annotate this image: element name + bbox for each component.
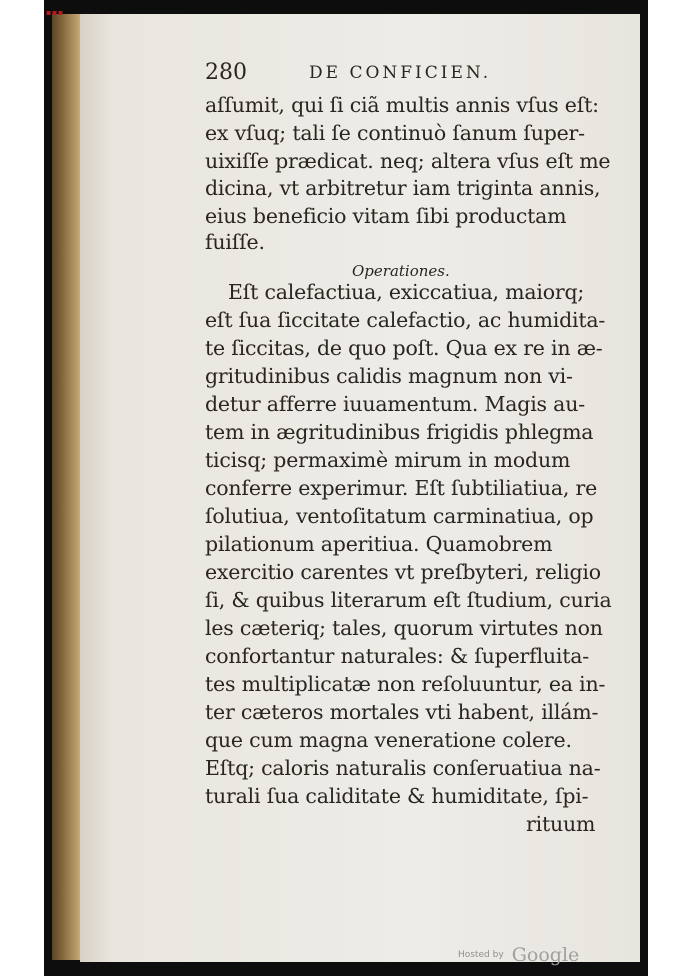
text-line: Eſtq; caloris naturalis conſeruatiua na-	[205, 756, 601, 780]
text-line: les cæteriq; tales, quorum virtutes non	[205, 616, 603, 640]
text-line: turali ſua caliditate & humiditate, ſpi-	[205, 784, 589, 808]
text-line: que cum magna veneratione colere.	[205, 728, 572, 752]
text-line: exercitio carentes vt preſbyteri, religio	[205, 560, 601, 584]
text-line: Eſt calefactiua, exiccatiua, maiorq;	[228, 280, 585, 304]
text-line: ticisq; permaximè mirum in modum	[205, 448, 571, 472]
catchword: rituum	[526, 812, 596, 836]
text-line: confortantur naturales: & ſuperfluita-	[205, 644, 589, 668]
page-number: 280	[205, 60, 247, 85]
text-line: aſſumit, qui ſi ciã multis annis vſus eſt:	[205, 93, 599, 117]
watermark-hosted-label: Hosted by	[458, 950, 504, 960]
text-line: eius beneficio vitam ſibi productam	[205, 204, 567, 228]
text-line: fuiſſe.	[205, 230, 265, 254]
text-line: ex vſuq; tali ſe continuò ſanum ſuper-	[205, 121, 585, 145]
section-subheading: Operationes.	[352, 262, 450, 280]
text-line: ſolutiua, ventoſitatum carminatiua, op	[205, 504, 594, 528]
text-line: eſt ſua ſiccitate calefactio, ac humidita-	[205, 308, 606, 332]
section-title: DE CONFICIEN.	[309, 63, 492, 83]
text-line: ter cæteros mortales vti habent, illám-	[205, 700, 599, 724]
google-logo: Google	[511, 944, 580, 966]
text-line: te ſiccitas, de quo poſt. Qua ex re in æ-	[205, 336, 603, 360]
text-line: tes multiplicatæ non reſoluuntur, ea in-	[205, 672, 606, 696]
running-head	[205, 60, 625, 90]
scan-corner-mark: ▪▪▪	[46, 8, 64, 17]
google-watermark	[458, 944, 579, 966]
text-line: dicina, vt arbitretur iam triginta annis,	[205, 176, 601, 200]
text-line: pilationum aperitiua. Quamobrem	[205, 532, 553, 556]
text-line: tem in ægritudinibus frigidis phlegma	[205, 420, 594, 444]
text-line: ſi, & quibus literarum eſt ſtudium, curia	[205, 588, 612, 612]
text-line: conferre experimur. Eſt ſubtiliatiua, re	[205, 476, 598, 500]
book-binding	[52, 14, 82, 960]
text-line: gritudinibus calidis magnum non vi-	[205, 364, 573, 388]
text-line: detur afferre iuuamentum. Magis au-	[205, 392, 585, 416]
text-line: uixiſſe prædicat. neq; altera vſus eſt me	[205, 149, 611, 173]
